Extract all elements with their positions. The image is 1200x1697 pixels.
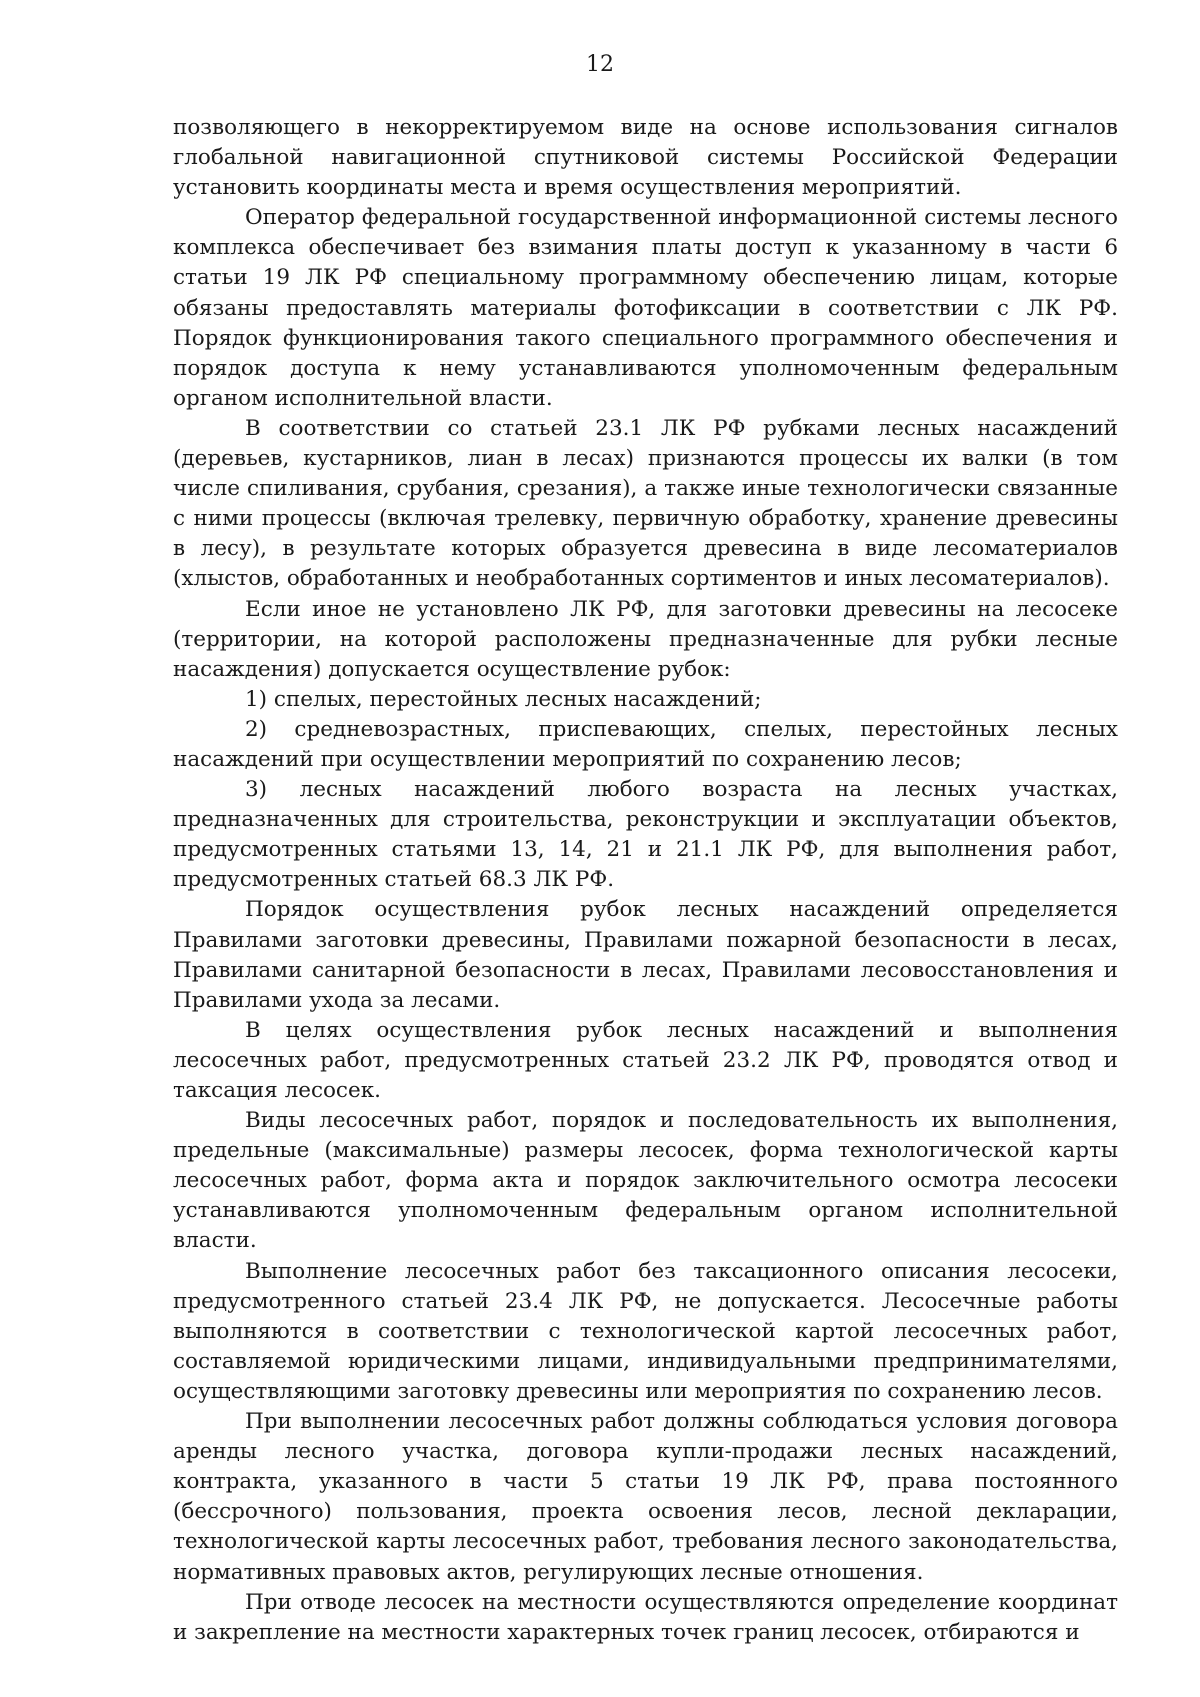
paragraph: Виды лесосечных работ, порядок и последовательность их выполнения, предельные (максимальные) размеры лесосек, форма технологической карты лесосечных работ, форма акта и порядок заключительного осмотра лесосеки устанавливаются уполномоченным федеральным органом исполнительной власти.: [173, 1108, 1118, 1254]
paragraph-continuation: позволяющего в некорректируемом виде на основе использования сигналов глобальной навигационной спутниковой системы Российской Федерации установить координаты места и время осуществления мероприятий.: [173, 115, 1118, 201]
list-item: 3) лесных насаждений любого возраста на лесных участках, предназначенных для строительства, реконструкции и эксплуатации объектов, предусмотренных статьями 13, 14, 21 и 21.1 ЛК РФ, для выполнения работ, предусмотренных статьей 68.3 ЛК РФ.: [173, 777, 1118, 893]
document-body: [173, 113, 1118, 1648]
paragraph: При выполнении лесосечных работ должны соблюдаться условия договора аренды лесного участка, договора купли-продажи лесных насаждений, контракта, указанного в части 5 статьи 19 ЛК РФ, права постоянного (бессрочного) пользования, проекта освоения лесов, лесной декларации, технологической карты лесосечных работ, требования лесного законодательства, нормативных правовых актов, регулирующих лесные отношения.: [173, 1409, 1118, 1585]
paragraph: В целях осуществления рубок лесных насаждений и выполнения лесосечных работ, предусмотренных статьей 23.2 ЛК РФ, проводятся отвод и таксация лесосек.: [173, 1017, 1118, 1103]
paragraph: Выполнение лесосечных работ без таксационного описания лесосеки, предусмотренного статьей 23.4 ЛК РФ, не допускается. Лесосечные работы выполняются в соответствии с технологической картой лесосечных работ, составляемой юридическими лицами, индивидуальными предпринимателями, осуществляющими заготовку древесины или мероприятия по сохранению лесов.: [173, 1258, 1118, 1404]
paragraph: В соответствии со статьей 23.1 ЛК РФ рубками лесных насаждений (деревьев, кустарников, лиан в лесах) признаются процессы их валки (в том числе спиливания, срубания, срезания), а также иные технологически связанные с ними процессы (включая трелевку, первичную обработку, хранение древесины в лесу), в результате которых образуется древесина в виде лесоматериалов (хлыстов, обработанных и необработанных сортиментов и иных лесоматериалов).: [173, 415, 1118, 592]
list-item: 1) спелых, перестойных лесных насаждений;: [245, 686, 762, 712]
paragraph: Оператор федеральной государственной информационной системы лесного комплекса обеспечивает без взимания платы доступ к указанному в части 6 статьи 19 ЛК РФ специальному программному обеспечению лицам, которые обязаны предоставлять материалы фотофиксации в соответствии с ЛК РФ. Порядок функционирования такого специального программного обеспечения и порядок доступа к нему устанавливаются уполномоченным федеральным органом исполнительной власти.: [173, 205, 1118, 411]
paragraph: Порядок осуществления рубок лесных насаждений определяется Правилами заготовки древесины, Правилами пожарной безопасности в лесах, Правилами санитарной безопасности в лесах, Правилами лесовосстановления и Правилами ухода за лесами.: [173, 897, 1118, 1013]
paragraph: При отводе лесосек на местности осуществляются определение координат и закрепление на местности характерных точек границ лесосек, отбираются и: [173, 1589, 1118, 1645]
paragraph: Если иное не установлено ЛК РФ, для заготовки древесины на лесосеке (территории, на которой расположены предназначенные для рубки лесные насаждения) допускается осуществление рубок:: [173, 596, 1118, 682]
page-number: 12: [586, 52, 614, 77]
list-item: 2) средневозрастных, приспевающих, спелых, перестойных лесных насаждений при осуществлении мероприятий по сохранению лесов;: [173, 716, 1118, 772]
